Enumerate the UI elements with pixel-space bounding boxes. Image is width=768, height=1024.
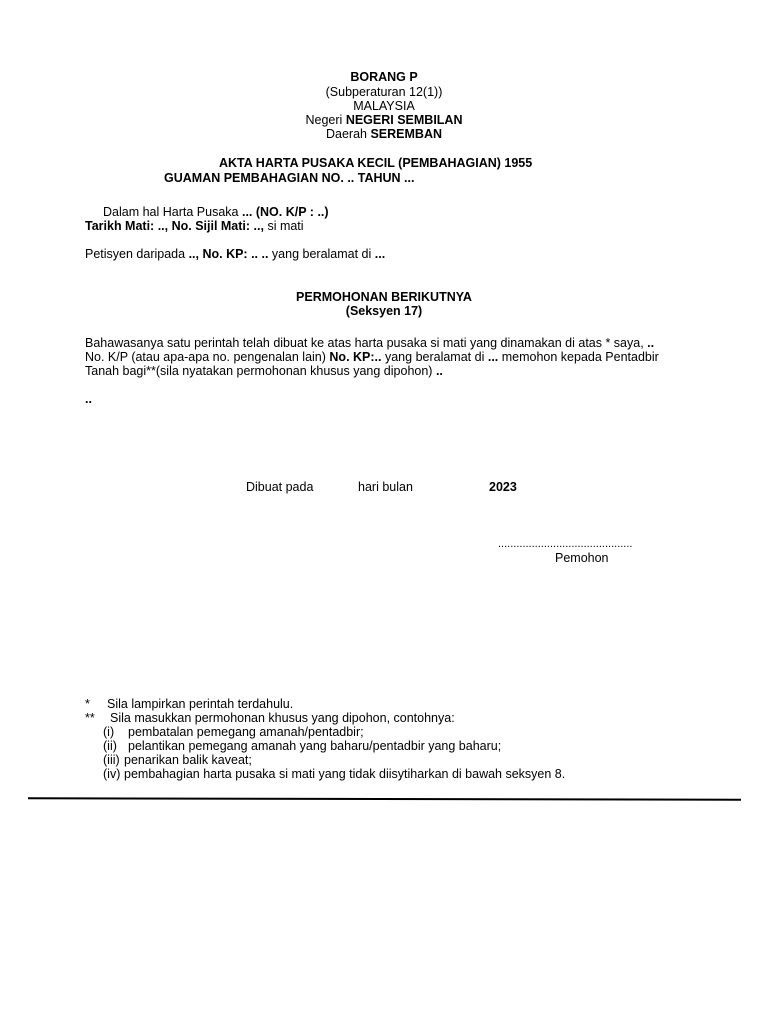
form-title: BORANG P <box>350 70 418 84</box>
subregulation: (Subperaturan 12(1)) <box>325 85 443 99</box>
case-number-line: GUAMAN PEMBAHAGIAN NO. .. TAHUN ... <box>164 171 415 185</box>
footnote-2: Sila masukkan permohonan khusus yang dipohon, contohnya: <box>110 711 455 725</box>
section-subtitle: (Seksyen 17) <box>345 304 423 318</box>
year-value: 2023 <box>489 480 517 494</box>
footnote-item-text: pembatalan pemegang amanah/pentadbir; <box>128 725 364 739</box>
footnote-item-text: pelantikan pemegang amanah yang baharu/pentadbir yang baharu; <box>128 739 502 753</box>
footnote-star-mark: * <box>85 697 90 711</box>
footnote-item-number: (i) <box>103 725 115 739</box>
footnote-double-star-mark: ** <box>85 711 95 725</box>
body-line-3: Tanah bagi**(sila nyatakan permohonan khusus yang dipohon) .. <box>85 364 443 378</box>
petition-line: Petisyen daripada .., No. KP: .. .. yang beralamat di ... <box>85 247 386 261</box>
signature-line: ............................................ <box>498 538 633 550</box>
body-line-2: No. K/P (atau apa-apa no. pengenalan lain) No. KP:.. yang beralamat di ... memohon kepada Pentadbir <box>85 350 659 364</box>
estate-line: Dalam hal Harta Pusaka ... (NO. K/P : ..) <box>103 205 329 219</box>
made-on-label: Dibuat pada <box>246 480 314 494</box>
death-details-line: Tarikh Mati: .., No. Sijil Mati: .., si mati <box>85 219 304 233</box>
footnote-item-text: pembahagian harta pusaka si mati yang tidak diisytiharkan di bawah seksyen 8. <box>124 767 566 781</box>
act-title: AKTA HARTA PUSAKA KECIL (PEMBAHAGIAN) 1955 <box>219 156 533 170</box>
footnote-item-number: (ii) <box>103 739 117 753</box>
footnote-item-text: penarikan balik kaveat; <box>124 753 252 767</box>
body-extra: .. <box>85 392 92 406</box>
signature-label: Pemohon <box>555 551 609 565</box>
district-line: Daerah SEREMBAN <box>325 127 443 141</box>
state-line: Negeri NEGERI SEMBILAN <box>305 113 463 127</box>
footnote-1: Sila lampirkan perintah terdahulu. <box>107 697 294 711</box>
day-month-label: hari bulan <box>358 480 413 494</box>
horizontal-divider <box>28 797 741 800</box>
country: MALAYSIA <box>353 99 415 113</box>
footnote-item-number: (iv) <box>103 767 121 781</box>
section-title: PERMOHONAN BERIKUTNYA <box>296 290 472 304</box>
body-line-1: Bahawasanya satu perintah telah dibuat ke atas harta pusaka si mati yang dinamakan di atas * saya, .. <box>85 336 655 350</box>
footnote-item-number: (iii) <box>103 753 120 767</box>
